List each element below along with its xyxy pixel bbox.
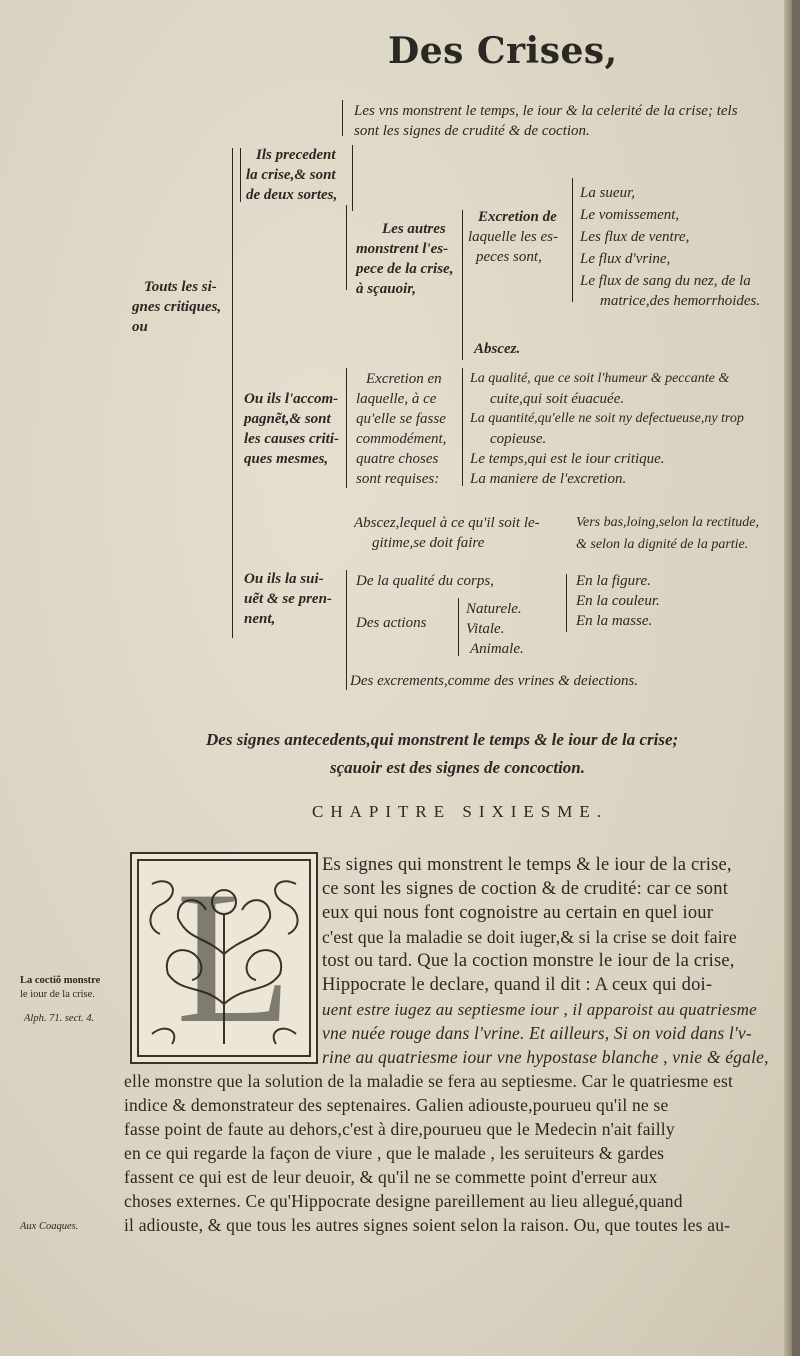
ou-ils-suiuent-2: uẽt & se pren- [244,591,332,607]
page-edge [784,0,792,1356]
excretion-en-6: sont requises: [356,471,440,487]
les-autres-3: pece de la crise, [356,261,454,277]
ou-ils-accompagnent-2: pagnẽt,& sont [244,411,331,427]
initial-letter: L [176,853,293,1063]
tree-top-line-2: sont les signes de crudité & de coction. [354,123,590,139]
abscez: Abscez. [474,341,521,357]
subtitle-line-2: sçauoir est des signes de concoction. [330,758,585,777]
actions-item-3: Animale. [470,641,524,657]
les-autres-4: à sçauoir, [356,281,417,297]
subtitle-line-1: Des signes antecedents,qui monstrent le temps & le iour de la crise; [206,730,679,749]
abscez-legitime-1: Abscez,lequel à ce qu'il soit le- [354,515,540,531]
excretion-en-2: laquelle, à ce [356,391,437,407]
ils-precedent-3: de deux sortes, [246,187,338,203]
body-line-4: c'est que la maladie se doit iuger,& si la crise se doit faire [322,927,737,947]
excretion-de-2: laquelle les es- [468,229,558,245]
bracket-suiuent [346,570,347,690]
body-line-14: fassent ce qui est de leur deuoir, & qu'il ne se commette point d'erreur aux [124,1167,658,1187]
excretion-en-4: commodément, [356,431,447,447]
margin-note-4: Aux Coaques. [20,1221,79,1232]
body-line-11: indice & demonstrateur des septenaires. Galien adiouste,pourueu qu'il ne se [124,1095,669,1115]
excretion-de-3: peces sont, [476,249,542,265]
bracket-precedent [240,148,241,202]
body-line-15: choses externes. Ce qu'Hippocrate designe pareillement au lieu allegué,quand [124,1191,683,1211]
qualite-item-3: En la masse. [576,613,653,629]
des-actions: Des actions [356,615,427,631]
excretion-en-5: quatre choses [356,451,439,467]
bracket-main [232,148,233,638]
excretion-en-1: Excretion en [366,371,442,387]
body-line-13: en ce qui regarde la façon de viure , que le malade , les seruiteurs & gardes [124,1143,665,1163]
ou-ils-accompagnent-4: ques mesmes, [244,451,329,467]
bracket-excretion [462,210,463,360]
abscez-option-2: & selon la dignité de la partie. [576,537,749,552]
body-line-6: Hippocrate le declare, quand il dit : A ceux qui doi- [322,975,713,995]
touts-2: gnes critiques, [132,299,222,315]
qualite-corps: De la qualité du corps, [356,573,494,589]
decorated-initial [130,852,318,1064]
qualite-item-2: En la couleur. [576,593,660,609]
margin-note-1: La coctiõ monstre [20,975,101,986]
bracket-top [342,100,343,136]
body-line-2: ce sont les signes de coction & de crudité: car ce sont [322,879,729,899]
excretions-item-5: Le flux de sang du nez, de la [580,273,751,289]
ou-ils-accompagnent-1: Ou ils l'accom- [244,391,339,407]
les-autres-2: monstrent l'es- [356,241,449,257]
touts-1: Touts les si- [144,279,217,295]
excretions-item-3: Les flux de ventre, [580,229,690,245]
ils-precedent-1: Ils precedent [256,147,336,163]
excretions-item-4: Le flux d'vrine, [580,251,671,267]
ils-precedent-2: la crise,& sont [246,167,336,183]
les-autres-1: Les autres [382,221,446,237]
abscez-legitime-2: gitime,se doit faire [372,535,485,551]
excretion-de-1: Excretion de [478,209,557,225]
excretion-en-3: qu'elle se fasse [356,411,446,427]
body-line-3: eux qui nous font cognoistre au certain en quel iour [322,903,714,923]
ou-ils-accompagnent-3: les causes criti- [244,431,339,447]
ou-ils-suiuent-1: Ou ils la sui- [244,571,324,587]
excretions-item-1: La sueur, [580,185,636,201]
margin-note-3: Alph. 71. sect. 4. [24,1013,95,1024]
touts-3: ou [132,319,148,335]
requises-item-2: cuite,qui soit éuacuée. [490,391,625,407]
body-line-12: fasse point de faute au dehors,c'est à dire,pourueu que le Medecin n'ait failly [124,1119,675,1139]
des-excrements: Des excrements,comme des vrines & deiections. [350,673,639,689]
qualite-item-1: En la figure. [576,573,651,589]
body-line-9: rine au quatriesme iour vne hypostase blanche , vnie & égale, [322,1047,769,1067]
body-line-8: vne nuée rouge dans l'vrine. Et ailleurs, Si on void dans l'v- [322,1023,752,1043]
body-line-16: il adiouste, & que tous les autres signes soient selon la raison. Ou, que toutes les au- [124,1215,731,1235]
body-line-5: tost ou tard. Que la coction monstre le iour de la crise, [322,951,735,971]
requises-item-6: La maniere de l'excretion. [470,471,627,487]
margin-note-2: le iour de la crise. [20,989,95,1000]
bracket-autres [346,205,347,290]
excretions-item-2: Le vomissement, [580,207,680,223]
excretions-item-6: matrice,des hemorrhoides. [600,293,761,309]
bracket-actions [458,598,459,656]
body-line-1: Es signes qui monstrent le temps & le iour de la crise, [322,855,732,875]
requises-item-4: copieuse. [490,431,547,447]
actions-item-1: Naturele. [466,601,522,617]
body-line-7: uent estre iugez au septiesme iour , il apparoist au quatriesme [322,1000,757,1019]
abscez-option-1: Vers bas,loing,selon la rectitude, [576,515,760,530]
actions-item-2: Vitale. [466,621,505,637]
body-line-10: elle monstre que la solution de la maladie se fera au septiesme. Car le quatriesme est [124,1071,734,1091]
ou-ils-suiuent-3: nent, [244,611,276,627]
tree-top-line-1: Les vns monstrent le temps, le iour & la celerité de la crise; tels [354,103,738,119]
bracket-precedent-right [352,145,353,211]
bracket-qualite [566,574,567,632]
requises-item-1: La qualité, que ce soit l'humeur & peccante & [470,371,730,386]
requises-item-3: La quantité,qu'elle ne soit ny defectueuse,ny trop [470,411,744,426]
chapter-heading: CHAPITRE SIXIESME. [312,802,609,821]
bracket-excretions-list [572,178,573,302]
bracket-excretion-en [346,368,347,488]
bracket-requises [462,368,463,486]
page-title: Des Crises, [388,30,618,72]
requises-item-5: Le temps,qui est le iour critique. [470,451,665,467]
